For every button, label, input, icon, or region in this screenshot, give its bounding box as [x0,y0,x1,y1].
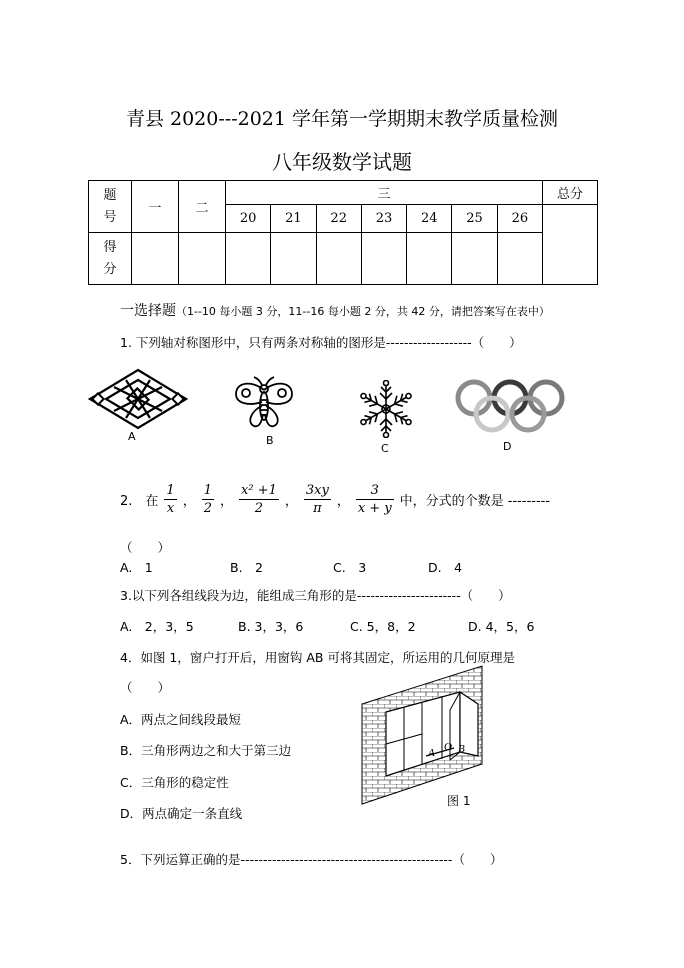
figure-point-a: A [428,747,435,759]
figure-label-a: A [128,430,136,443]
figure-label-d: D [503,440,512,453]
figure-point-o: O [444,741,452,753]
sub-col: 25 [452,205,497,233]
fraction: $\frac{1}{2}$ [203,483,212,516]
score-cell[interactable] [132,233,179,285]
figure-label-b: B [266,434,274,447]
exam-subtitle: 八年级数学试题 [272,150,412,174]
score-cell[interactable] [271,233,316,285]
snowflake-figure-icon [360,380,412,438]
fraction: $\frac{1}{x}$ [166,483,175,516]
sub-col: 23 [361,205,406,233]
figure-label-c: C [381,442,389,455]
question-5: 5．下列运算正确的是-----------------------------------------------（ ） [120,852,503,867]
score-cell[interactable] [452,233,497,285]
question-2-paren: （ ） [120,540,171,555]
fraction: $\frac{3xy}{\pi}$ [305,483,329,516]
q3-option-d: D. 4，5，6 [468,619,535,634]
score-cell[interactable] [497,233,542,285]
q3-option-a: A. 2，3，5 [120,619,194,634]
score-cell[interactable] [179,233,226,285]
fraction: $\frac{3}{x + y}$ [357,483,392,516]
q2-option-b: B. 2 [230,560,264,575]
question-3: 3.以下列各组线段为边，能组成三角形的是-----------------------（ ） [120,588,511,603]
q4-option-c: C．三角形的稳定性 [120,775,229,790]
exam-title: 青县 2020---2021 学年第一学期期末教学质量检测 [125,108,559,130]
question-4-paren: （ ） [120,680,171,695]
q3-option-c: C. 5，8，2 [350,619,416,634]
q2-option-d: D. 4 [428,560,463,575]
figure-point-b: B [458,743,465,755]
score-cell[interactable] [316,233,361,285]
score-table [88,180,598,285]
question-1: 1. 下列轴对称图形中，只有两条对称轴的图形是-------------------（ ） [120,335,522,350]
window-figure-icon [360,664,490,812]
q2-option-a: A. 1 [120,560,153,575]
col-two: 二 [179,181,226,233]
fraction: $\frac{\text{x² +1}}{2}$ [241,483,277,516]
sub-col: 21 [271,205,316,233]
col-one: 一 [132,181,179,233]
figure-caption: 图 1 [447,794,471,808]
score-cell[interactable] [361,233,406,285]
sub-col: 24 [407,205,452,233]
header-label-cell: 题号 [89,181,132,233]
score-cell[interactable] [226,233,271,285]
q4-option-b: B．三角形两边之和大于第三边 [120,743,292,758]
score-cell[interactable] [407,233,452,285]
q3-option-b: B. 3，3，6 [238,619,304,634]
total-cell[interactable] [543,205,598,285]
sub-col: 20 [226,205,271,233]
total-header: 总分 [543,181,598,205]
butterfly-figure-icon [232,376,296,434]
col-three-group: 三 [226,181,543,205]
sub-col: 26 [497,205,542,233]
knot-figure-icon [88,368,188,430]
q4-option-d: D．两点确定一条直线 [120,806,243,821]
question-2: 2. 在 $\frac{1}{x}$ ， $\frac{1}{2}$ ， $\frac{\text{x² +1}}{2}$ ， $\frac{3xy}{\pi}$ ， $\frac{3}{x + y}$ 中，分式的个数是 --------- [120,483,551,516]
question-4: 4．如图 1，窗户打开后，用窗钩 AB 可将其固定，所运用的几何原理是 [120,650,515,665]
sub-col: 22 [316,205,361,233]
q2-option-c: C. 3 [333,560,367,575]
section-heading: 一选择题（1--10 每小题 3 分，11--16 每小题 2 分，共 42 分，请把答案写在表中） [120,303,550,319]
row2-label-cell: 得分 [89,233,132,285]
score-row [89,233,598,285]
q4-option-a: A．两点之间线段最短 [120,712,242,727]
olympic-rings-figure-icon [454,378,566,434]
